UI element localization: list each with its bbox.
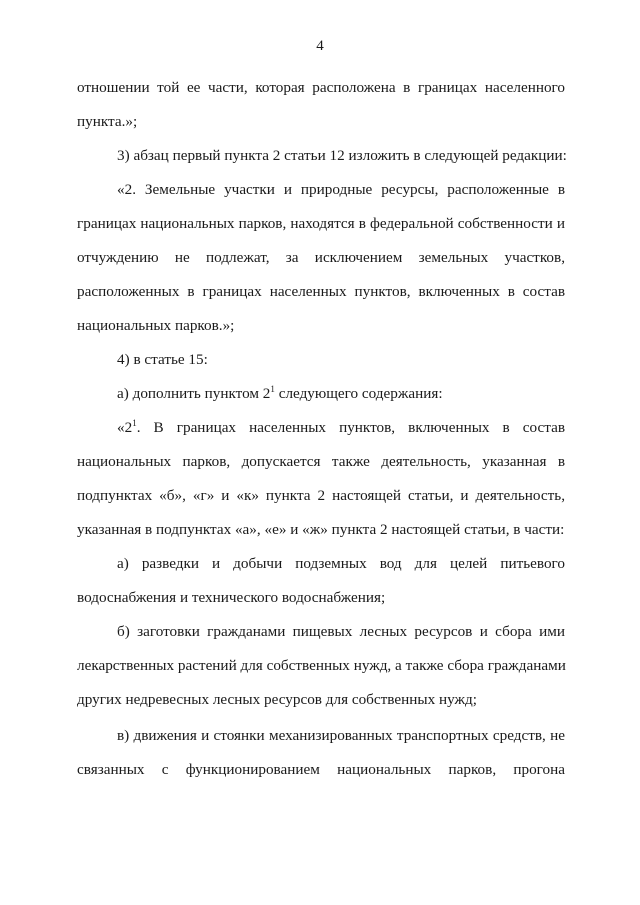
text-line: подпунктах «б», «г» и «к» пункта 2 настоящей статьи, и деятельность, — [77, 487, 565, 504]
text-line: 4) в статье 15: — [117, 351, 208, 368]
text-line: отчуждению не подлежат, за исключением земельных участков, — [77, 249, 565, 266]
text-line — [117, 385, 565, 402]
text-line: национальных парков.»; — [77, 317, 235, 334]
superscript: 1 — [270, 384, 275, 394]
superscript: 1 — [132, 418, 137, 428]
text-line: водоснабжения и технического водоснабжения; — [77, 589, 386, 606]
text-line: связанных с функционированием национальных парков, прогона — [77, 761, 565, 778]
text-line: национальных парков, допускается также деятельность, указанная в — [77, 453, 565, 470]
text-line: 3) абзац первый пункта 2 статьи 12 изложить в следующей редакции: — [117, 147, 567, 164]
text-line — [117, 419, 565, 436]
text-fragment: «2 — [117, 419, 133, 436]
text-fragment: а) дополнить пунктом 2 — [117, 385, 271, 402]
text-fragment: следующего содержания: — [274, 385, 443, 402]
text-line: лекарственных растений для собственных нужд, а также сбора гражданами — [77, 657, 566, 674]
text-line: границах национальных парков, находятся в федеральной собственности и — [77, 215, 565, 232]
text-line: расположенных в границах населенных пунктов, включенных в состав — [77, 283, 565, 300]
page-number: 4 — [316, 38, 324, 54]
text-line: других недревесных лесных ресурсов для собственных нужд; — [77, 691, 477, 708]
text-line: указанная в подпунктах «а», «е» и «ж» пункта 2 настоящей статьи, в части: — [77, 521, 565, 538]
text-line: б) заготовки гражданами пищевых лесных ресурсов и сбора ими — [117, 623, 565, 640]
text-fragment: . В границах населенных пунктов, включенных в состав — [136, 419, 565, 436]
text-line: отношении той ее части, которая расположена в границах населенного — [77, 79, 565, 96]
text-line: в) движения и стоянки механизированных транспортных средств, не — [117, 727, 565, 744]
text-line: «2. Земельные участки и природные ресурсы, расположенные в — [117, 181, 565, 198]
text-line: а) разведки и добычи подземных вод для целей питьевого — [117, 555, 565, 572]
text-line: пункта.»; — [77, 113, 138, 130]
